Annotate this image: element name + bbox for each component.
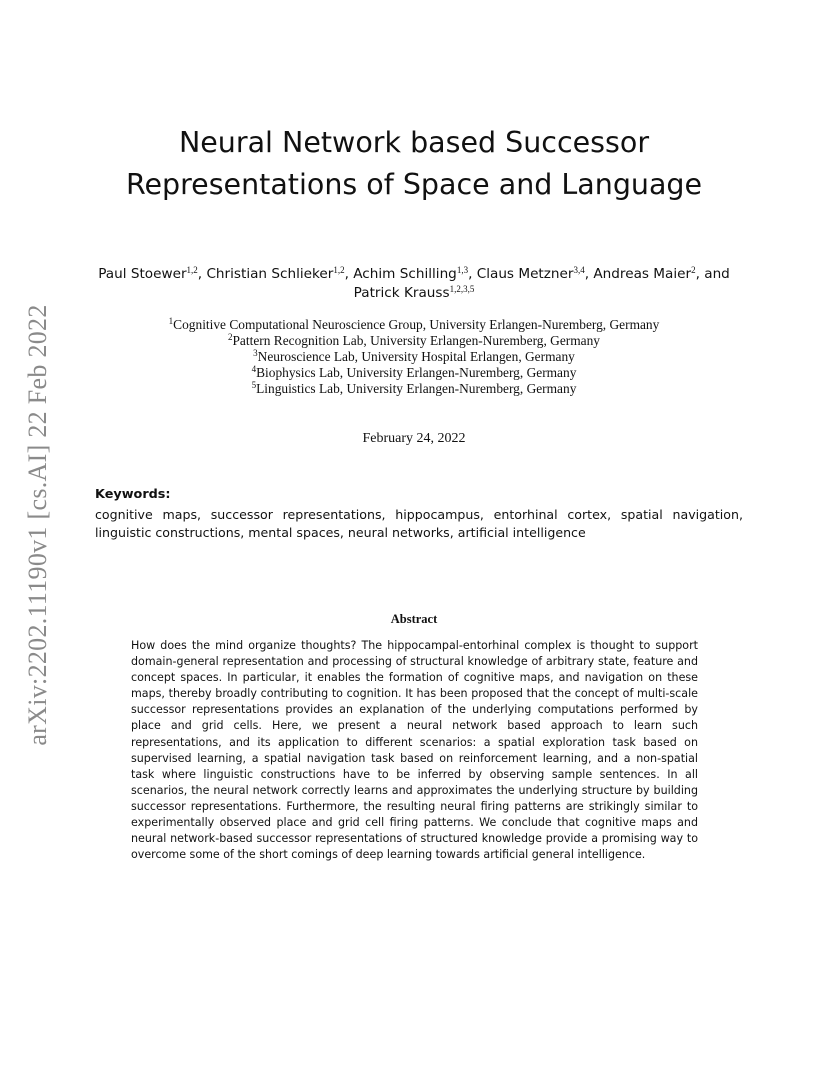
affiliation-number: 2 xyxy=(227,332,233,342)
author-name: Claus Metzner xyxy=(476,266,574,282)
keywords-text: cognitive maps, successor representations, hippocampus, entorhinal cortex, spatial navigation, linguistic constructions, mental spaces, neural networks, artificial intelligence xyxy=(95,507,743,540)
affiliation-text: Pattern Recognition Lab, University Erlangen-Nuremberg, Germany xyxy=(232,333,601,348)
author-affiliation-marks: 2 xyxy=(691,265,696,275)
arxiv-identifier-stamp: arXiv:2202.11190v1 [cs.AI] 22 Feb 2022 xyxy=(23,304,52,746)
author-separator: , xyxy=(584,266,594,282)
abstract-heading: Abstract xyxy=(390,612,438,626)
author-affiliation-marks: 1,3 xyxy=(456,265,469,275)
keywords-heading: Keywords: xyxy=(95,487,171,502)
author-name: Christian Schlieker xyxy=(206,266,334,282)
author-separator: , xyxy=(468,266,477,282)
affiliation-text: Linguistics Lab, University Erlangen-Nuremberg, Germany xyxy=(256,381,577,396)
author xyxy=(593,266,729,282)
author xyxy=(353,266,476,282)
author-affiliation-marks: 1,2,3,5 xyxy=(449,284,475,294)
affiliation-text: Cognitive Computational Neuroscience Group, University Erlangen-Nuremberg, Germany xyxy=(173,317,660,332)
author xyxy=(354,285,475,301)
publication-date: February 24, 2022 xyxy=(362,431,466,446)
author-separator: , xyxy=(344,266,354,282)
author xyxy=(98,266,206,282)
author-name: Patrick Krauss xyxy=(353,285,450,301)
paper-title-line-1: Neural Network based Successor xyxy=(178,126,650,159)
affiliation-number: 1 xyxy=(168,316,174,326)
affiliation-text: Biophysics Lab, University Erlangen-Nuremberg, Germany xyxy=(256,365,577,380)
paper-title xyxy=(0,122,828,206)
affiliation-list xyxy=(80,317,748,397)
affiliation-number: 4 xyxy=(251,364,257,374)
author-name: Achim Schilling xyxy=(353,266,457,282)
author-name: Andreas Maier xyxy=(593,266,692,282)
paper-title-line-2: Representations of Space and Language xyxy=(125,168,703,201)
affiliation xyxy=(80,349,748,365)
author-affiliation-marks: 3,4 xyxy=(573,265,585,275)
affiliation xyxy=(80,381,748,397)
affiliation xyxy=(80,365,748,381)
author-separator: , xyxy=(197,266,207,282)
affiliation-text: Neuroscience Lab, University Hospital Erlangen, Germany xyxy=(257,349,575,364)
author xyxy=(206,266,353,282)
author xyxy=(477,266,594,282)
affiliation-number: 3 xyxy=(253,348,258,358)
author-affiliation-marks: 1,2 xyxy=(333,265,345,275)
affiliation-number: 5 xyxy=(251,380,257,390)
abstract-text: How does the mind organize thoughts? The hippocampal-entorhinal complex is thought to support domain-general representation and processing of structural knowledge of arbitrary state, feature and concept spaces. In particular, it enables the formation of cognitive maps, and navigation on these maps, thereby broadly contributing to cognition. It has been proposed that the concept of multi-scale successor representations provides an explanation of the underlying computations performed by place and grid cells. Here, we present a neural network based approach to learn such representations, and its application to different scenarios: a spatial exploration task based on supervised learning, a spatial navigation task based on reinforcement learning, and a non-spatial task where linguistic constructions have to be inferred by observing sample sentences. In all scenarios, the neural network correctly learns and approximates the underlying structure by building successor representations. Furthermore, the resulting neural firing patterns are strikingly similar to experimentally observed place and grid cell firing patterns. We conclude that cognitive maps and neural network-based successor representations of structured knowledge provide a promising way to overcome some of the short comings of deep learning towards artificial general intelligence. xyxy=(131,639,698,862)
affiliation xyxy=(80,317,748,333)
author-affiliation-marks: 1,2 xyxy=(186,265,198,275)
author-separator: , and xyxy=(695,266,730,282)
author-name: Paul Stoewer xyxy=(98,266,187,282)
affiliation xyxy=(80,333,748,349)
author-list xyxy=(80,265,748,303)
